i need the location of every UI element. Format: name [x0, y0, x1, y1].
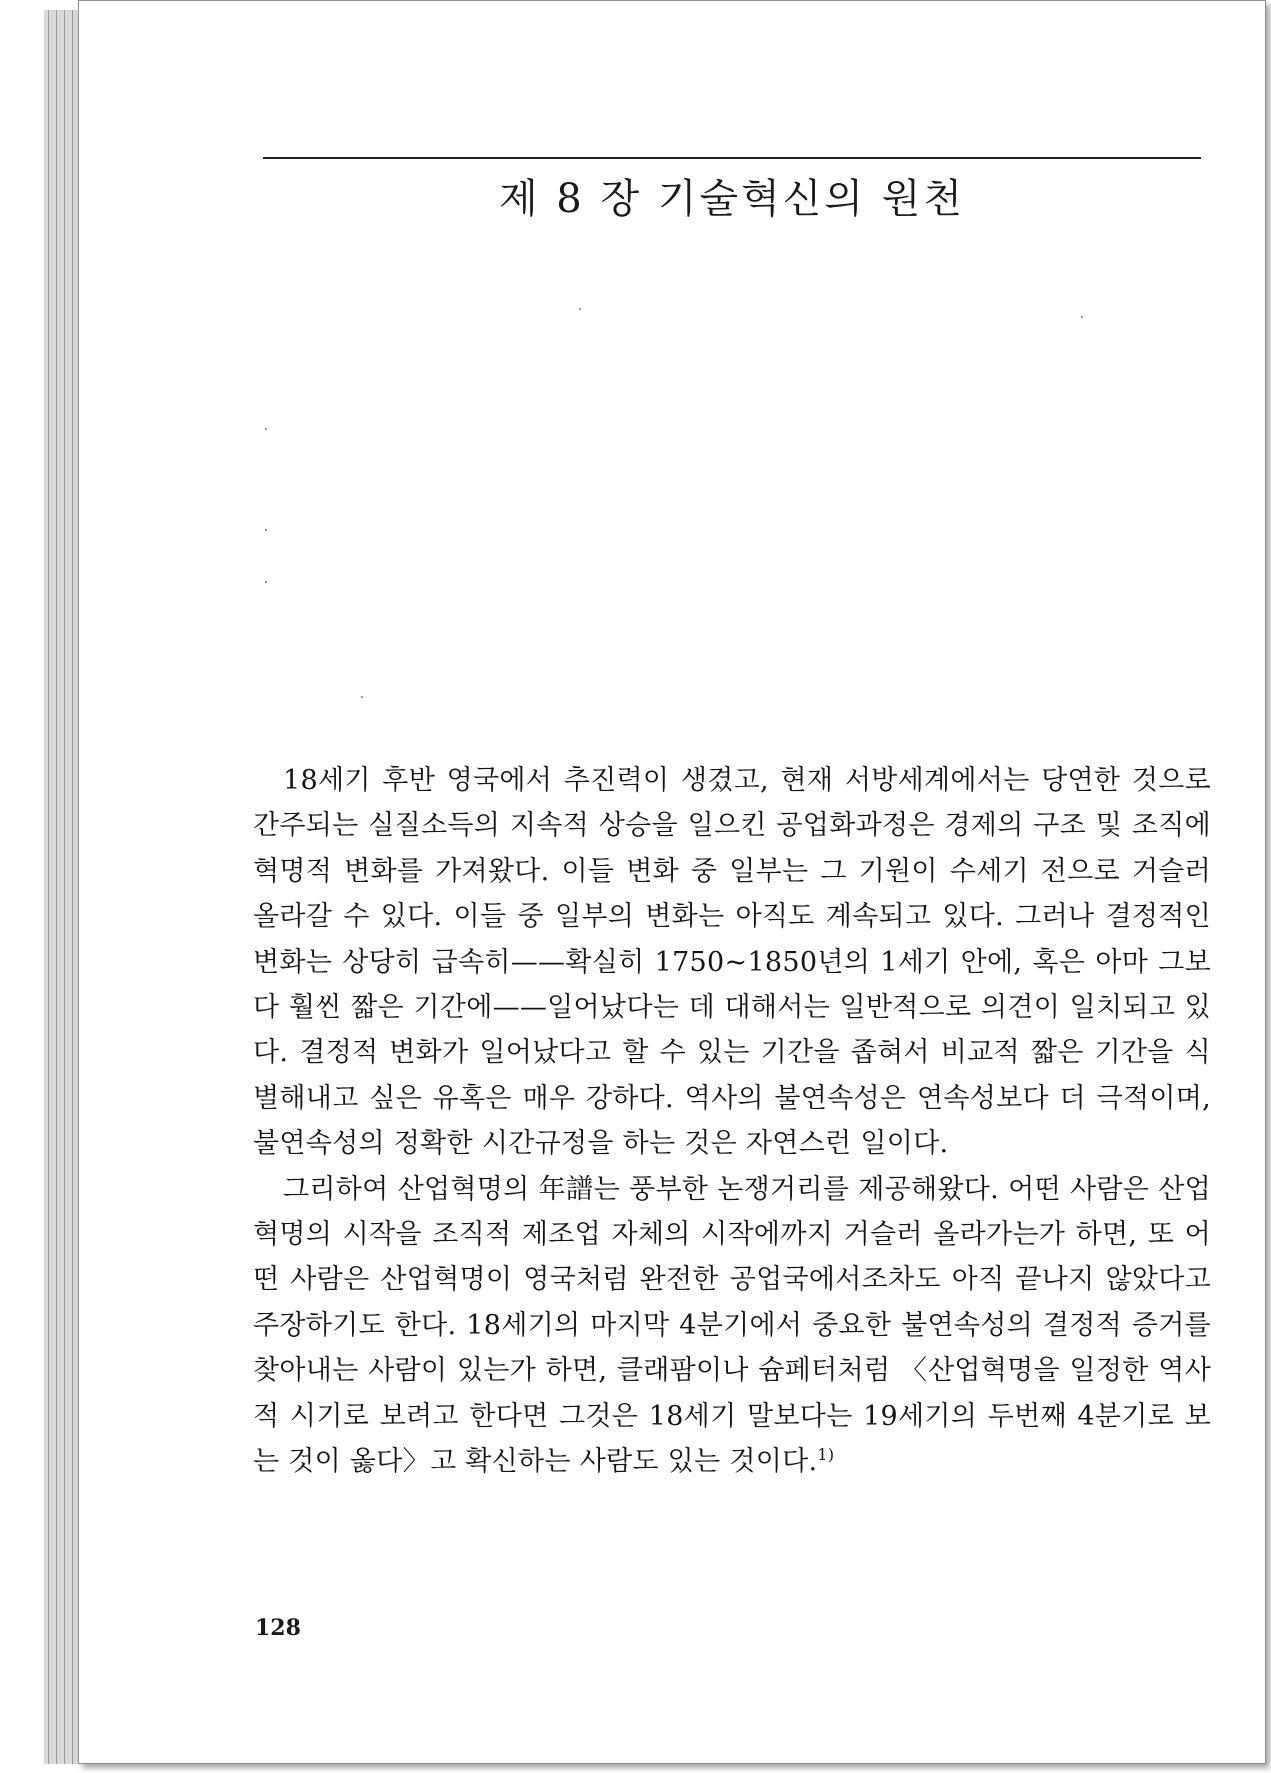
page-edge-line: [48, 10, 49, 1764]
page-edge-line: [56, 10, 57, 1764]
paragraph-2-text: 그리하여 산업혁명의 年譜는 풍부한 논쟁거리를 제공해왔다. 어떤 사람은 산업혁명의 시작을 조직적 제조업 자체의 시작에까지 거슬러 올라가는가 하면, 또 어떤 사람은 산업혁명이 영국처럼 완전한 공업국에서조차도 아직 끝나지 않았다고 주장하기도 한다. 18세기의 마지막 4분기에서 중요한 불연속성의 결정적 증거를 찾아내는 사람이 있는가 하면, 클래팜이나 슘페터처럼 〈산업혁명을 일정한 역사적 시기로 보려고 한다면 그것은 18세기 말보다는 19세기의 두번째 4분기로 보는 것이 옳다〉고 확신하는 사람도 있는 것이다.: [253, 1173, 1211, 1478]
paragraph-2: [253, 1167, 1211, 1485]
page-edge-line: [64, 10, 65, 1764]
scan-speck: [361, 696, 363, 698]
scan-speck: [579, 308, 581, 310]
scan-speck: [1081, 316, 1083, 318]
chapter-top-rule: [263, 157, 1201, 159]
page-number: 128: [255, 1615, 301, 1641]
book-page: [78, 0, 1266, 1764]
chapter-title: 제 8 장 기술혁신의 원천: [498, 176, 966, 222]
footnote-reference[interactable]: 1): [817, 1445, 835, 1465]
scan-speck: [265, 529, 267, 531]
page-edge-line: [72, 10, 73, 1764]
scan-speck: [265, 581, 267, 583]
paragraph-1: 18세기 후반 영국에서 추진력이 생겼고, 현재 서방세계에서는 당연한 것으로 간주되는 실질소득의 지속적 상승을 일으킨 공업화과정은 경제의 구조 및 조직에 혁명적 변화를 가져왔다. 이들 변화 중 일부는 그 기원이 수세기 전으로 거슬러 올라갈 수 있다. 이들 중 일부의 변화는 아직도 계속되고 있다. 그러나 결정적인 변화는 상당히 급속히——확실히 1750~1850년의 1세기 안에, 혹은 아마 그보다 훨씬 짧은 기간에——일어났다는 데 대해서는 일반적으로 의견이 일치되고 있다. 결정적 변화가 일어났다고 할 수 있는 기간을 좁혀서 비교적 짧은 기간을 식별해내고 싶은 유혹은 매우 강하다. 역사의 불연속성은 연속성보다 더 극적이며, 불연속성의 정확한 시간규정을 하는 것은 자연스런 일이다.: [253, 765, 1211, 1160]
body-text: [253, 758, 1211, 1485]
scan-speck: [265, 428, 267, 430]
